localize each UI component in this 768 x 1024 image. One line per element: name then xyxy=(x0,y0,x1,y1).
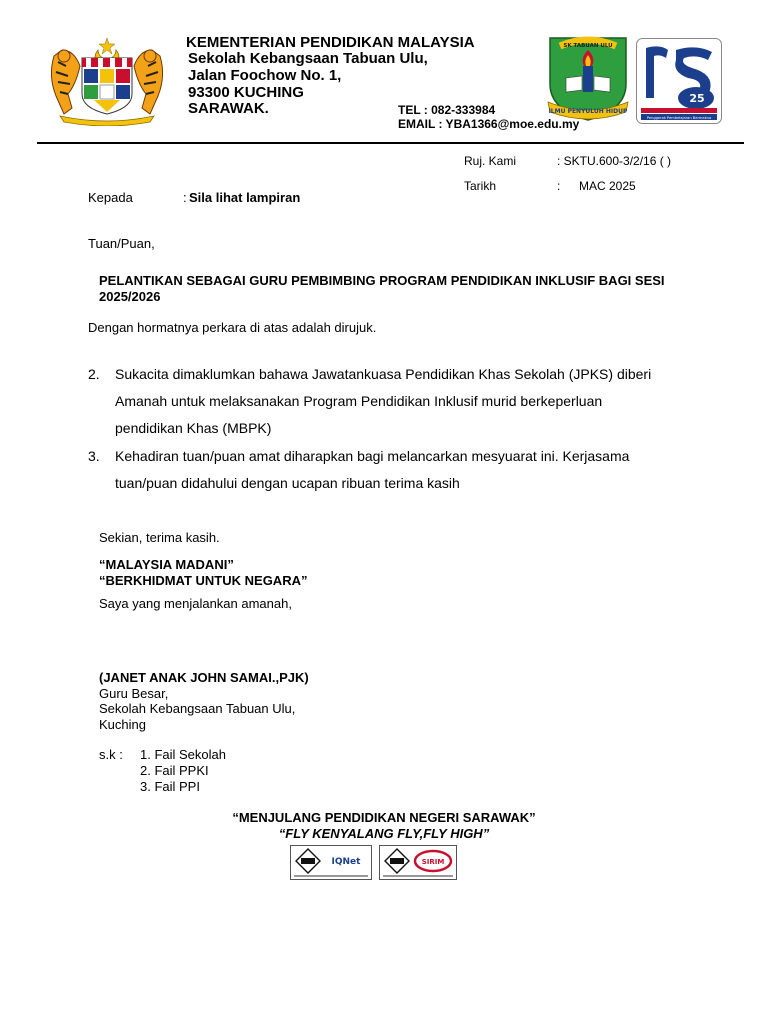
footer-motto-1: “MENJULANG PENDIDIKAN NEGERI SARAWAK” xyxy=(232,810,536,825)
paragraph-line: Sukacita dimaklumkan bahawa Jawatankuasa Pendidikan Khas Sekolah (JPKS) diberi xyxy=(115,366,652,382)
signatory-school: Sekolah Kebangsaan Tabuan Ulu, xyxy=(99,701,296,716)
school-crest-name: SK TABUAN ULU xyxy=(563,43,613,49)
recipient-value: Sila lihat lampiran xyxy=(189,190,301,205)
ruj-value: : SKTU.600-3/2/16 ( ) xyxy=(557,154,672,168)
recipient-label: Kepada xyxy=(88,190,133,205)
paragraph-3 xyxy=(88,443,728,499)
closing-trust: Saya yang menjalankan amanah, xyxy=(99,596,292,611)
slogan-berkhidmat: “BERKHIDMAT UNTUK NEGARA” xyxy=(99,573,308,588)
paragraph-2 xyxy=(88,361,728,443)
school-crest-logo xyxy=(546,32,630,124)
tarikh-label: Tarikh xyxy=(464,179,497,193)
ruj-label: Ruj. Kami xyxy=(464,154,517,168)
cc-item: 1. Fail Sekolah xyxy=(140,747,226,762)
ts25-logo xyxy=(636,38,722,124)
opening-sentence: Dengan hormatnya perkara di atas adalah dirujuk. xyxy=(88,320,377,335)
cc-item: 2. Fail PPKI xyxy=(140,763,209,778)
paragraph-number: 2. xyxy=(88,366,100,382)
paragraph-line: Amanah untuk melaksanakan Program Pendidikan Inklusif murid berkeperluan xyxy=(115,393,603,409)
signatory-title: Guru Besar, xyxy=(99,685,169,701)
recipient-colon: : xyxy=(183,190,187,205)
coat-of-arms-logo xyxy=(46,36,168,126)
street-address: Jalan Foochow No. 1, xyxy=(188,67,342,84)
salutation: Tuan/Puan, xyxy=(88,236,155,251)
paragraph-number: 3. xyxy=(88,448,100,464)
iqnet-mark: IQNet xyxy=(331,857,361,867)
telephone: TEL : 082-333984 xyxy=(398,103,496,117)
ministry-name: KEMENTERIAN PENDIDIKAN MALAYSIA xyxy=(186,34,475,51)
subject-line-1: PELANTIKAN SEBAGAI GURU PEMBIMBING PROGRAM PENDIDIKAN INKLUSIF BAGI SESI xyxy=(99,273,665,288)
ts25-caption: Penggerak Pembelajaran Bermakna xyxy=(646,115,712,120)
closing-thanks: Sekian, terima kasih. xyxy=(99,530,220,545)
cc-label: s.k : xyxy=(99,747,123,762)
signatory-name: (JANET ANAK JOHN SAMAI.,PJK) xyxy=(99,670,309,685)
school-name: Sekolah Kebangsaan Tabuan Ulu, xyxy=(188,50,428,67)
footer-motto-2: “FLY KENYALANG FLY,FLY HIGH” xyxy=(278,826,490,841)
iqnet-certification-logo xyxy=(290,845,372,880)
signatory-block xyxy=(99,670,309,732)
cc-list xyxy=(140,747,226,795)
school-crest-motto: ILMU PENYULUH HIDUP xyxy=(548,108,628,115)
tarikh-colon: : xyxy=(557,179,561,193)
postcode-city: 93300 KUCHING xyxy=(188,84,304,101)
paragraph-line: pendidikan Khas (MBPK) xyxy=(115,420,272,436)
signatory-city: Kuching xyxy=(99,716,146,732)
tarikh-value: MAC 2025 xyxy=(579,179,636,193)
subject-heading xyxy=(99,273,665,305)
paragraph-line: Kehadiran tuan/puan amat diharapkan bagi melancarkan mesyuarat ini. Kerjasama xyxy=(115,448,630,464)
cc-item: 3. Fail PPI xyxy=(140,779,200,794)
sirim-mark: SIRIM xyxy=(421,858,445,866)
email: EMAIL : YBA1366@moe.edu.my xyxy=(398,117,580,131)
sirim-certification-logo xyxy=(379,845,457,880)
header-divider xyxy=(37,142,744,144)
paragraph-line: tuan/puan didahului dengan ucapan ribuan terima kasih xyxy=(115,475,460,491)
state: SARAWAK. xyxy=(188,100,269,117)
subject-line-2: 2025/2026 xyxy=(99,289,161,304)
slogan-malaysia-madani: “MALAYSIA MADANI” xyxy=(99,557,234,572)
ts25-number: 25 xyxy=(689,92,705,105)
